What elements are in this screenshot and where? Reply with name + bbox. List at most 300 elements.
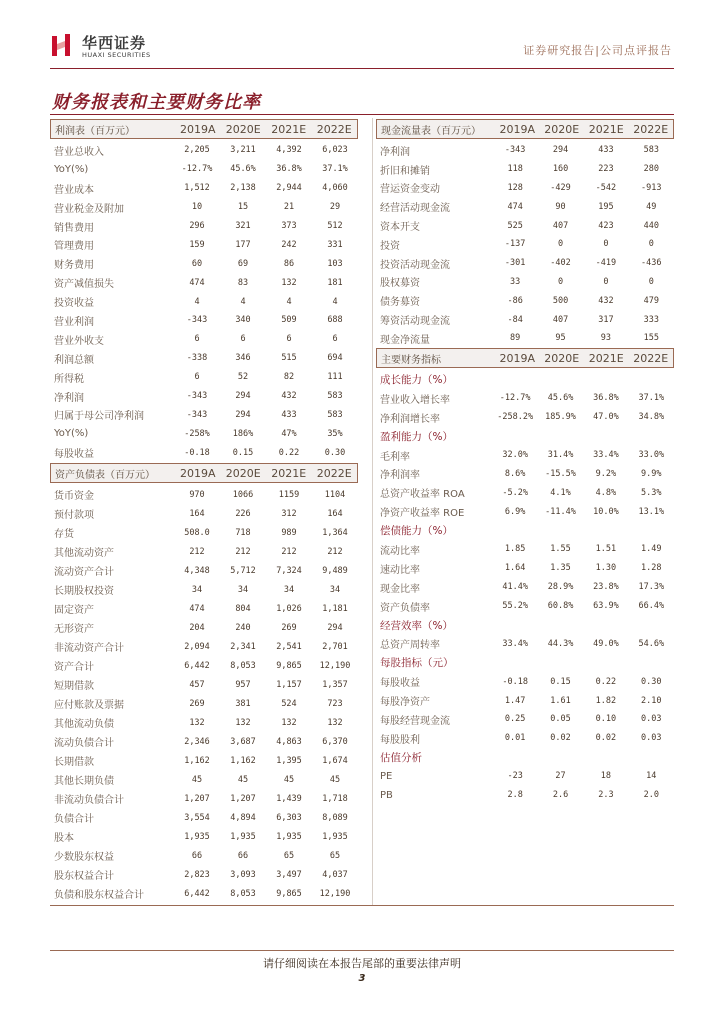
row-value: 65 [329, 850, 341, 861]
row-value: 2,138 [230, 183, 256, 194]
row-value: 0.22 [595, 676, 617, 687]
row-value: 132 [281, 277, 297, 288]
table-row [50, 827, 358, 846]
row-label: 货币资金 [54, 491, 94, 502]
table-header [376, 119, 674, 139]
row-value: 312 [281, 508, 297, 519]
table-row [50, 179, 358, 198]
table-row [376, 710, 674, 729]
row-label: 财务费用 [54, 260, 94, 272]
row-value: 583 [327, 409, 343, 420]
row-label: 其他流动资产 [54, 548, 114, 559]
row-value: 33 [510, 276, 521, 287]
row-value: 10 [191, 202, 203, 213]
row-value: 45.6% [230, 164, 256, 175]
row-value: 9.9% [641, 468, 662, 479]
row-value: 185.9% [545, 412, 576, 423]
table-row [50, 542, 358, 561]
row-value: -12.7% [499, 393, 531, 404]
row-value: 1,157 [276, 679, 302, 690]
row-value: 957 [235, 679, 251, 690]
year-header: 2022E [316, 466, 352, 480]
row-value: 9,489 [322, 565, 348, 576]
row-value: 6,303 [276, 812, 302, 823]
row-value: 512 [327, 221, 343, 231]
row-label: 长期借款 [54, 757, 94, 768]
row-label: 净利润增长率 [380, 413, 440, 425]
row-label: 股东权益合计 [54, 871, 114, 882]
row-value: 13.1% [638, 506, 665, 517]
row-value: 1.82 [595, 695, 617, 706]
row-value: 2.8 [507, 790, 523, 801]
row-label: 资产合计 [54, 662, 94, 673]
table-row [50, 656, 358, 675]
row-value: 1.30 [595, 563, 617, 574]
row-value: 37.1% [322, 164, 348, 175]
row-label: 估值分析 [380, 751, 422, 764]
year-header: 2020E [544, 351, 580, 365]
row-label: 营业利润 [54, 316, 94, 328]
row-value: 2,205 [184, 145, 210, 156]
table-row [50, 235, 358, 254]
row-value: 294 [235, 391, 251, 402]
year-header: 2020E [225, 466, 261, 480]
row-value: -429 [550, 182, 571, 193]
row-label: PE [380, 770, 393, 782]
row-value: 132 [235, 717, 251, 728]
table-row [376, 197, 674, 216]
table-row [376, 273, 674, 292]
table-row [50, 561, 358, 580]
row-label: 营业成本 [54, 184, 94, 196]
row-value: -15.5% [545, 468, 576, 479]
table-row [376, 559, 674, 578]
row-value: 331 [327, 239, 343, 250]
row-value: -343 [186, 315, 208, 326]
row-label: 负债合计 [54, 814, 94, 825]
row-value: 21 [283, 202, 295, 213]
row-value: 54.6% [638, 638, 665, 649]
row-value: -258% [184, 428, 210, 439]
row-value: 718 [235, 527, 251, 538]
row-value: 1,935 [322, 831, 348, 842]
table-header [376, 348, 674, 368]
row-value: 0.15 [232, 447, 254, 458]
category-row [376, 370, 674, 389]
row-value: 33.4% [593, 450, 619, 460]
financial-ratios-table [376, 348, 674, 804]
row-value: 33.0% [638, 450, 665, 460]
row-value: 7,324 [276, 565, 302, 576]
row-value: 440 [643, 220, 659, 231]
row-label: 短期借款 [54, 681, 94, 692]
row-value: 0.30 [641, 676, 662, 687]
row-value: 0.03 [641, 714, 662, 725]
row-label: 流动负债合计 [54, 738, 114, 749]
row-value: 17.3% [638, 582, 665, 593]
row-value: 5.3% [641, 487, 662, 498]
row-value: 23.8% [593, 582, 619, 593]
row-value: 1,026 [276, 603, 302, 614]
row-value: 1104 [324, 489, 346, 500]
row-value: 0.02 [595, 733, 617, 744]
row-value: 9,865 [276, 660, 302, 671]
row-value: 0 [603, 276, 609, 287]
row-value: 340 [235, 315, 251, 326]
row-value: -542 [595, 182, 617, 193]
row-value: 29 [329, 202, 341, 213]
table-row [50, 675, 358, 694]
row-value: 4,037 [322, 869, 348, 880]
row-value: 226 [235, 508, 251, 519]
row-value: 4 [286, 296, 292, 307]
row-value: 52 [237, 372, 249, 383]
row-value: -12.7% [181, 164, 213, 175]
table-row [376, 464, 674, 483]
table-row [376, 291, 674, 310]
row-value: 1,935 [230, 831, 256, 842]
row-value: 0 [648, 276, 654, 287]
row-value: -343 [186, 391, 208, 402]
row-value: 3,497 [276, 869, 302, 880]
row-value: 1,935 [184, 831, 210, 842]
balance-sheet-table [50, 463, 358, 903]
row-value: -0.18 [184, 447, 210, 458]
row-value: 433 [598, 145, 614, 156]
row-value: 9,865 [276, 888, 302, 899]
row-value: 4 [332, 296, 338, 307]
row-value: 1,395 [276, 755, 302, 766]
row-label: 营运资金变动 [380, 184, 440, 196]
row-value: 0 [557, 239, 564, 250]
row-label: 每股收益 [380, 678, 420, 690]
row-value: 0.10 [595, 714, 617, 725]
row-value: 515 [281, 353, 297, 364]
row-value: 479 [643, 295, 659, 306]
row-label: PB [380, 789, 393, 801]
column-divider [372, 118, 373, 905]
row-value: 3,687 [230, 736, 256, 747]
row-value: 407 [552, 314, 569, 325]
row-value: 1,357 [322, 679, 348, 690]
row-value: 0 [557, 276, 564, 287]
row-label: 资产负债率 [380, 602, 430, 614]
row-value: 34 [283, 584, 295, 595]
report-type: 证券研究报告|公司点评报告 [523, 44, 672, 57]
row-value: 432 [598, 295, 614, 306]
row-value: 1,935 [276, 831, 302, 842]
row-value: 35% [327, 428, 343, 439]
row-value: 212 [189, 546, 205, 557]
table-row [50, 368, 358, 387]
logo-text-en: HUAXI SECURITIES [82, 51, 151, 59]
row-value: -338 [186, 353, 208, 364]
table-header [50, 119, 358, 139]
row-label: 毛利率 [380, 451, 410, 463]
year-header: 2020E [544, 122, 580, 136]
row-value: 407 [552, 220, 569, 231]
row-value: 60.8% [547, 601, 574, 612]
row-value: -419 [595, 258, 617, 269]
row-value: 223 [598, 164, 614, 175]
table-row [376, 216, 674, 235]
table-row [50, 523, 358, 542]
row-value: 2,701 [322, 641, 348, 652]
row-value: 524 [281, 698, 297, 709]
row-value: 1,674 [322, 755, 348, 766]
row-value: 294 [327, 622, 343, 633]
footer-divider [50, 950, 674, 951]
row-value: 86 [283, 258, 295, 269]
row-value: 0.25 [504, 714, 526, 725]
row-label: 营业总收入 [54, 146, 104, 158]
row-value: 45 [191, 774, 203, 785]
row-value: 1,207 [230, 793, 256, 804]
row-label: 其他长期负债 [54, 776, 114, 787]
row-value: 280 [643, 164, 659, 175]
row-value: 0 [603, 239, 609, 250]
table-row [50, 443, 358, 462]
row-value: 4,863 [276, 736, 302, 747]
year-header: 2022E [633, 351, 669, 365]
table-row [376, 254, 674, 273]
row-value: 509 [281, 315, 297, 326]
row-value: 373 [281, 221, 297, 231]
row-value: 95 [555, 333, 566, 344]
category-row [376, 653, 674, 672]
row-label: 每股股利 [380, 734, 420, 746]
cash-flow-table [376, 119, 674, 348]
table-row [50, 865, 358, 884]
row-value: 2,823 [184, 869, 210, 880]
row-value: 0.30 [324, 447, 346, 458]
row-value: 6,023 [322, 145, 348, 156]
row-value: 132 [189, 717, 205, 728]
row-value: 4 [240, 296, 246, 307]
row-value: 2.10 [641, 695, 662, 706]
row-value: 294 [552, 145, 569, 156]
year-header: 2019A [499, 122, 536, 136]
table-row [376, 141, 674, 160]
row-value: 177 [235, 239, 251, 250]
row-value: 15 [237, 202, 249, 213]
row-value: 66.4% [638, 601, 665, 612]
table-row [376, 389, 674, 408]
row-value: 474 [507, 201, 523, 212]
row-value: 4,348 [184, 565, 210, 576]
row-label: 资产减值损失 [54, 279, 114, 291]
table-row [50, 311, 358, 330]
row-value: 65 [283, 850, 295, 861]
row-value: 204 [189, 622, 205, 633]
row-value: 474 [189, 603, 205, 614]
row-value: 3,554 [184, 812, 210, 823]
row-value: 34 [329, 584, 341, 595]
row-value: -137 [504, 239, 526, 250]
year-header: 2019A [499, 351, 536, 365]
row-label: YoY(%) [54, 428, 89, 440]
table-row [50, 732, 358, 751]
row-label: 总资产周转率 [380, 640, 440, 652]
row-value: 33.4% [502, 638, 528, 649]
row-label: 其他流动负债 [54, 719, 114, 730]
year-header: 2019A [179, 122, 216, 136]
row-label: 存货 [54, 529, 74, 540]
row-value: 8.6% [504, 468, 526, 479]
row-value: 8,053 [230, 888, 256, 899]
row-value: 296 [189, 221, 205, 231]
row-value: 34 [237, 584, 249, 595]
table-title: 现金流量表（百万元） [381, 125, 481, 137]
row-value: 1.64 [504, 563, 526, 574]
table-row [50, 599, 358, 618]
row-value: 8,053 [230, 660, 256, 671]
row-label: 归属于母公司净利润 [54, 411, 144, 423]
table-row [50, 387, 358, 406]
row-label: 投资收益 [54, 298, 94, 310]
row-label: 经营效率（%） [380, 619, 453, 632]
row-value: 47.0% [593, 412, 619, 423]
category-row [376, 427, 674, 446]
table-row [376, 160, 674, 179]
row-value: 12,190 [319, 888, 351, 899]
row-label: 非流动负债合计 [54, 795, 124, 806]
row-value: 346 [235, 353, 251, 364]
row-value: 111 [327, 372, 343, 383]
row-value: 1159 [278, 489, 300, 500]
table-row [376, 483, 674, 502]
row-value: 3,093 [230, 869, 256, 880]
row-label: 营业外收支 [54, 335, 104, 347]
row-value: 4.8% [595, 487, 617, 498]
row-value: 32.0% [502, 450, 528, 460]
table-row [50, 580, 358, 599]
row-label: 少数股东权益 [54, 852, 114, 863]
table-row [376, 786, 674, 805]
row-value: -86 [507, 295, 523, 306]
row-value: 1.61 [550, 695, 571, 706]
table-row [50, 808, 358, 827]
row-value: 60 [191, 258, 203, 269]
row-value: -301 [504, 258, 526, 269]
row-value: 82 [283, 372, 295, 383]
row-value: 457 [189, 679, 205, 690]
table-title: 利润表（百万元） [55, 125, 135, 137]
row-value: -84 [507, 314, 523, 325]
row-value: 0 [648, 239, 654, 250]
row-label: 销售费用 [54, 222, 94, 234]
page-number: 3 [358, 973, 366, 984]
row-value: 321 [235, 221, 251, 231]
row-value: 9.2% [595, 468, 617, 479]
year-header: 2022E [316, 122, 352, 136]
row-value: 583 [643, 145, 659, 156]
row-value: 688 [327, 315, 343, 326]
table-bottom-border [50, 905, 674, 906]
row-value: 28.9% [547, 582, 574, 593]
table-row [50, 485, 358, 504]
row-value: 269 [281, 622, 297, 633]
row-value: -343 [186, 409, 208, 420]
table-header [50, 463, 358, 483]
year-header: 2020E [225, 122, 261, 136]
row-value: 525 [507, 220, 523, 231]
row-value: 132 [281, 717, 297, 728]
row-value: 47% [281, 428, 297, 439]
row-value: 118 [507, 164, 523, 175]
table-row [50, 273, 358, 292]
row-value: 159 [189, 239, 205, 250]
row-value: 1,162 [230, 755, 256, 766]
page-header [50, 30, 674, 69]
table-row [50, 694, 358, 713]
row-value: 423 [598, 220, 614, 231]
table-row [50, 884, 358, 903]
row-value: 1,162 [184, 755, 210, 766]
row-value: 583 [327, 391, 343, 402]
huaxi-logo-icon [50, 32, 76, 58]
row-value: 41.4% [502, 582, 528, 593]
row-label: 股权募资 [380, 278, 420, 290]
income-statement-table [50, 119, 358, 462]
row-value: 195 [598, 201, 614, 212]
row-value: 186% [232, 428, 254, 439]
row-value: 66 [237, 850, 249, 861]
table-row [50, 713, 358, 732]
row-label: 固定资产 [54, 605, 94, 616]
table-row [376, 179, 674, 198]
table-row [50, 254, 358, 273]
row-value: 240 [235, 622, 251, 633]
row-value: 36.8% [276, 164, 302, 175]
row-label: 净利润率 [380, 470, 420, 482]
row-label: 预付款项 [54, 510, 94, 521]
row-value: 6 [194, 372, 200, 383]
row-value: 433 [281, 409, 297, 420]
row-label: 投资活动现金流 [380, 259, 450, 271]
row-value: 1,207 [184, 793, 210, 804]
row-value: 294 [235, 409, 251, 420]
row-label: 现金净流量 [380, 334, 430, 346]
row-value: 2,944 [276, 183, 302, 194]
row-label: 速动比率 [380, 564, 420, 576]
table-row [50, 141, 358, 160]
row-value: 164 [327, 508, 343, 519]
row-label: 流动比率 [380, 545, 420, 557]
row-label: 每股经营现金流 [380, 715, 450, 727]
year-header: 2019A [179, 466, 216, 480]
table-row [50, 424, 358, 443]
row-value: 1,181 [322, 603, 348, 614]
row-value: 2,341 [230, 641, 256, 652]
table-row [376, 729, 674, 748]
row-value: 45 [237, 774, 249, 785]
table-row [50, 405, 358, 424]
row-value: 93 [600, 333, 612, 344]
row-value: 212 [235, 546, 251, 557]
row-value: 2,346 [184, 736, 210, 747]
row-value: 6 [286, 334, 292, 345]
row-value: 14 [646, 771, 657, 782]
year-header: 2021E [271, 122, 307, 136]
row-value: 4,060 [322, 183, 348, 194]
row-value: 333 [643, 314, 659, 325]
row-value: 0.22 [278, 447, 300, 458]
row-label: 经营活动现金流 [380, 203, 450, 215]
row-value: 36.8% [593, 393, 619, 404]
row-label: 营业收入增长率 [380, 394, 450, 406]
row-value: -913 [641, 182, 662, 193]
